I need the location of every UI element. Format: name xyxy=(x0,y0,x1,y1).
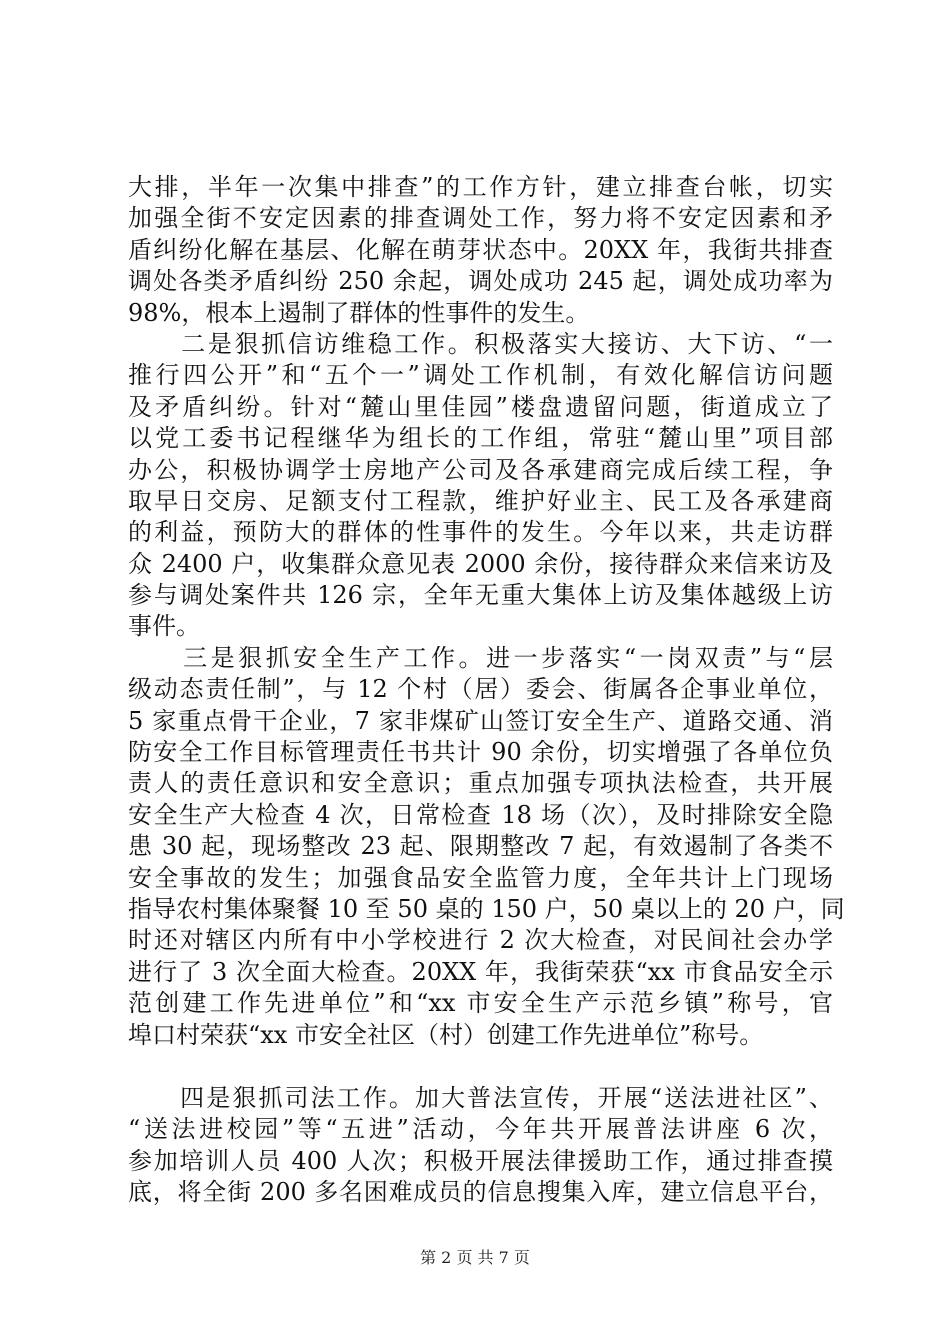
paragraph-spacer xyxy=(128,1051,833,1083)
text-line: 底，将全街 200 多名困难成员的信息搜集入库，建立信息平台， xyxy=(128,1178,833,1207)
text-line: 加强全街不安定因素的排查调处工作，努力将不安定因素和矛 xyxy=(128,204,833,233)
paragraph-3 xyxy=(128,643,845,1051)
text-line: 指导农村集体聚餐 10 至 50 桌的 150 户，50 桌以上的 20 户，同 xyxy=(128,894,845,923)
text-line: 参与调处案件共 126 宗，全年无重大集体上访及集体越级上访 xyxy=(128,581,833,610)
document-body xyxy=(128,172,845,1209)
paragraph-2 xyxy=(128,329,833,643)
text-line: 时还对辖区内所有中小学校进行 2 次大检查，对民间社会办学 xyxy=(128,926,833,955)
page-number-label: 第 2 页 共 7 页 xyxy=(420,1248,530,1267)
text-line: 调处各类矛盾纠纷 250 余起，调处成功 245 起，调处成功率为 xyxy=(128,267,833,296)
page-footer xyxy=(0,1245,950,1268)
text-line: 盾纠纷化解在基层、化解在萌芽状态中。20XX 年，我街共排查 xyxy=(128,235,833,264)
text-line: 范创建工作先进单位”和“xx 市安全生产示范乡镇”称号，官 xyxy=(128,989,833,1018)
paragraph-1 xyxy=(128,172,833,329)
text-line: 责人的责任意识和安全意识；重点加强专项执法检查，共开展 xyxy=(128,769,833,798)
paragraph-4 xyxy=(128,1083,833,1209)
text-line: 事件。 xyxy=(128,612,200,641)
text-line: 安全事故的发生；加强食品安全监管力度，全年共计上门现场 xyxy=(128,863,833,892)
text-line: “送法进校园”等“五进”活动，今年共开展普法讲座 6 次， xyxy=(128,1115,833,1144)
text-line: 及矛盾纠纷。针对“麓山里佳园”楼盘遗留问题，街道成立了 xyxy=(128,392,833,421)
text-line: 二是狠抓信访维稳工作。积极落实大接访、大下访、“一 xyxy=(128,329,833,358)
text-line: 取早日交房、足额支付工程款，维护好业主、民工及各承建商 xyxy=(128,486,833,515)
text-line: 的利益，预防大的群体的性事件的发生。今年以来，共走访群 xyxy=(128,518,833,547)
text-line: 防安全工作目标管理责任书共计 90 余份，切实增强了各单位负 xyxy=(128,738,833,767)
text-line: 办公，积极协调学士房地产公司及各承建商完成后续工程，争 xyxy=(128,455,833,484)
text-line: 埠口村荣获“xx 市安全社区（村）创建工作先进单位”称号。 xyxy=(128,1020,764,1049)
text-line: 患 30 起，现场整改 23 起、限期整改 7 起，有效遏制了各类不 xyxy=(128,832,833,861)
text-line: 三是狠抓安全生产工作。进一步落实“一岗双责”与“层 xyxy=(128,643,833,672)
text-line: 以党工委书记程继华为组长的工作组，常驻“麓山里”项目部 xyxy=(128,424,833,453)
text-line: 进行了 3 次全面大检查。20XX 年，我街荣获“xx 市食品安全示 xyxy=(128,957,833,986)
text-line: 安全生产大检查 4 次，日常检查 18 场（次），及时排除安全隐 xyxy=(128,800,833,829)
text-line: 众 2400 户，收集群众意见表 2000 余份，接待群众来信来访及 xyxy=(128,549,833,578)
text-line: 98%，根本上遏制了群体的性事件的发生。 xyxy=(128,298,590,327)
text-line: 大排，半年一次集中排查”的工作方针，建立排查台帐，切实 xyxy=(128,173,833,201)
text-line: 5 家重点骨干企业，7 家非煤矿山签订安全生产、道路交通、消 xyxy=(128,706,833,735)
text-line: 推行四公开”和“五个一”调处工作机制，有效化解信访问题 xyxy=(128,361,833,390)
text-line: 四是狠抓司法工作。加大普法宣传，开展“送法进社区”、 xyxy=(128,1083,833,1112)
text-line: 参加培训人员 400 人次；积极开展法律援助工作，通过排查摸 xyxy=(128,1146,833,1175)
text-line: 级动态责任制”，与 12 个村（居）委会、街属各企事业单位， xyxy=(128,675,833,704)
